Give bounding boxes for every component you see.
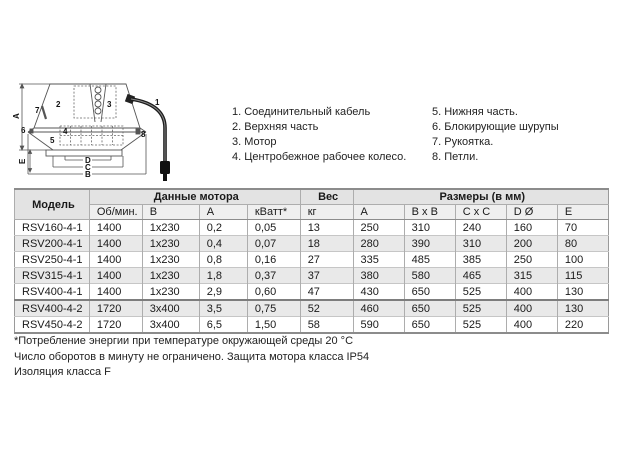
table-row: [15, 252, 609, 268]
value-cell: 1x230: [142, 268, 199, 284]
value-cell: 0,05: [247, 220, 300, 236]
legend-item: 2. Верхняя часть: [232, 121, 319, 133]
value-cell: 485: [404, 252, 455, 268]
value-cell: 650: [404, 300, 455, 317]
value-cell: 525: [455, 300, 506, 317]
spec-table: [14, 188, 609, 334]
footnote-line: Число оборотов в минуту не ограничено. Защита мотора класса IP54: [14, 350, 370, 363]
diagram-part-label: 2: [56, 100, 61, 109]
value-cell: 390: [404, 236, 455, 252]
footnote-line: *Потребление энергии при температуре окружающей среды 20 °C: [14, 335, 354, 347]
model-cell: RSV250-4-1: [15, 252, 90, 268]
value-cell: 1,8: [199, 268, 247, 284]
diagram-dim-label-b: B: [85, 170, 91, 179]
value-cell: 1720: [89, 300, 142, 317]
value-cell: 335: [353, 252, 404, 268]
value-cell: 0,07: [247, 236, 300, 252]
value-cell: 130: [557, 284, 608, 301]
value-cell: 100: [557, 252, 608, 268]
value-cell: 1x230: [142, 236, 199, 252]
table-row: [15, 284, 609, 301]
value-cell: 115: [557, 268, 608, 284]
table-group-header-row: [15, 189, 609, 205]
value-cell: 70: [557, 220, 608, 236]
column-header-kg: кг: [300, 205, 353, 220]
value-cell: 3x400: [142, 317, 199, 334]
diagram-part-label: 8: [141, 130, 146, 139]
value-cell: 2,9: [199, 284, 247, 301]
value-cell: 1x230: [142, 220, 199, 236]
value-cell: 250: [506, 252, 557, 268]
value-cell: 160: [506, 220, 557, 236]
diagram-part-label: 1: [155, 98, 160, 107]
diagram-dim-label-c: C: [85, 163, 91, 172]
value-cell: 650: [404, 284, 455, 301]
model-cell: RSV400-4-1: [15, 284, 90, 301]
legend-item: 4. Центробежное рабочее колесо.: [232, 151, 407, 163]
value-cell: 1400: [89, 236, 142, 252]
diagram-dim-label-e: E: [18, 158, 27, 164]
table-row: [15, 317, 609, 334]
model-cell: RSV450-4-2: [15, 317, 90, 334]
model-cell: RSV400-4-2: [15, 300, 90, 317]
column-group-motor-data: Данные мотора: [89, 189, 300, 205]
value-cell: 1400: [89, 284, 142, 301]
legend-item: 8. Петли.: [432, 151, 479, 163]
value-cell: 1x230: [142, 284, 199, 301]
value-cell: 315: [506, 268, 557, 284]
value-cell: 0,37: [247, 268, 300, 284]
spec-table-body: [15, 220, 609, 334]
value-cell: 310: [455, 236, 506, 252]
value-cell: 250: [353, 220, 404, 236]
legend-left-column: [232, 105, 406, 165]
value-cell: 3x400: [142, 300, 199, 317]
fan-diagram: [8, 76, 223, 186]
value-cell: 47: [300, 284, 353, 301]
diagram-part-label: 6: [21, 126, 26, 135]
diagram-cable: [125, 94, 170, 181]
value-cell: 58: [300, 317, 353, 334]
value-cell: 80: [557, 236, 608, 252]
value-cell: 400: [506, 300, 557, 317]
column-header-amps: А: [199, 205, 247, 220]
value-cell: 52: [300, 300, 353, 317]
value-cell: 240: [455, 220, 506, 236]
value-cell: 0,4: [199, 236, 247, 252]
table-row: [15, 300, 609, 317]
value-cell: 0,8: [199, 252, 247, 268]
value-cell: 465: [455, 268, 506, 284]
column-header-dim-a: A: [353, 205, 404, 220]
diagram-plug: [160, 161, 170, 174]
diagram-part-label: 3: [107, 100, 112, 109]
value-cell: 380: [353, 268, 404, 284]
value-cell: 27: [300, 252, 353, 268]
value-cell: 525: [455, 317, 506, 334]
model-cell: RSV315-4-1: [15, 268, 90, 284]
value-cell: 650: [404, 317, 455, 334]
value-cell: 37: [300, 268, 353, 284]
value-cell: 525: [455, 284, 506, 301]
column-group-dimensions: Размеры (в мм): [353, 189, 608, 205]
value-cell: 1400: [89, 252, 142, 268]
value-cell: 590: [353, 317, 404, 334]
value-cell: 1400: [89, 220, 142, 236]
value-cell: 0,2: [199, 220, 247, 236]
value-cell: 6,5: [199, 317, 247, 334]
value-cell: 1720: [89, 317, 142, 334]
column-header-dim-bxb: B x B: [404, 205, 455, 220]
diagram-part-label: 5: [50, 136, 55, 145]
legend-item: 5. Нижняя часть.: [432, 106, 518, 118]
value-cell: 130: [557, 300, 608, 317]
table-row: [15, 220, 609, 236]
value-cell: 0,60: [247, 284, 300, 301]
column-header-voltage: В: [142, 205, 199, 220]
value-cell: 3,5: [199, 300, 247, 317]
value-cell: 385: [455, 252, 506, 268]
model-cell: RSV160-4-1: [22, 221, 83, 234]
value-cell: 400: [506, 317, 557, 334]
diagram-base-flange: [46, 150, 122, 156]
value-cell: 1x230: [142, 252, 199, 268]
table-row: [15, 236, 609, 252]
value-cell: 460: [353, 300, 404, 317]
value-cell: 220: [557, 317, 608, 334]
legend-item: 1. Соединительный кабель: [232, 106, 371, 118]
footnote-line: Изоляция класса F: [14, 366, 111, 378]
legend-item: 7. Рукоятка.: [432, 136, 494, 148]
value-cell: 1400: [89, 268, 142, 284]
diagram-part-label: 4: [63, 127, 68, 136]
column-header-dim-cxc: C x C: [455, 205, 506, 220]
diagram-upper-housing: [34, 84, 140, 128]
column-header-kwatt: кВатт*: [247, 205, 300, 220]
table-row: [15, 268, 609, 284]
column-group-weight: Вес: [300, 189, 353, 205]
column-header-dim-d: D Ø: [506, 205, 557, 220]
diagram-dim-label-a: A: [12, 113, 21, 119]
value-cell: 430: [353, 284, 404, 301]
legend-item: 6. Блокирующие шурупы: [432, 121, 559, 133]
diagram-part-label: 7: [35, 106, 40, 115]
column-header-rpm: Об/мин.: [89, 205, 142, 220]
value-cell: 18: [300, 236, 353, 252]
value-cell: 0,16: [247, 252, 300, 268]
value-cell: 280: [353, 236, 404, 252]
column-header-model: Модель: [15, 189, 90, 220]
model-cell: RSV200-4-1: [15, 236, 90, 252]
value-cell: 0,75: [247, 300, 300, 317]
column-header-dim-e: E: [557, 205, 608, 220]
value-cell: 580: [404, 268, 455, 284]
value-cell: 200: [506, 236, 557, 252]
value-cell: 1,50: [247, 317, 300, 334]
legend-item: 3. Мотор: [232, 136, 277, 148]
value-cell: 310: [404, 220, 455, 236]
footnotes: [14, 334, 369, 381]
table-sub-header-row: [15, 205, 609, 220]
value-cell: 13: [300, 220, 353, 236]
value-cell: 400: [506, 284, 557, 301]
legend-right-column: [432, 105, 559, 165]
diagram-dim-label-d: D: [85, 156, 91, 165]
